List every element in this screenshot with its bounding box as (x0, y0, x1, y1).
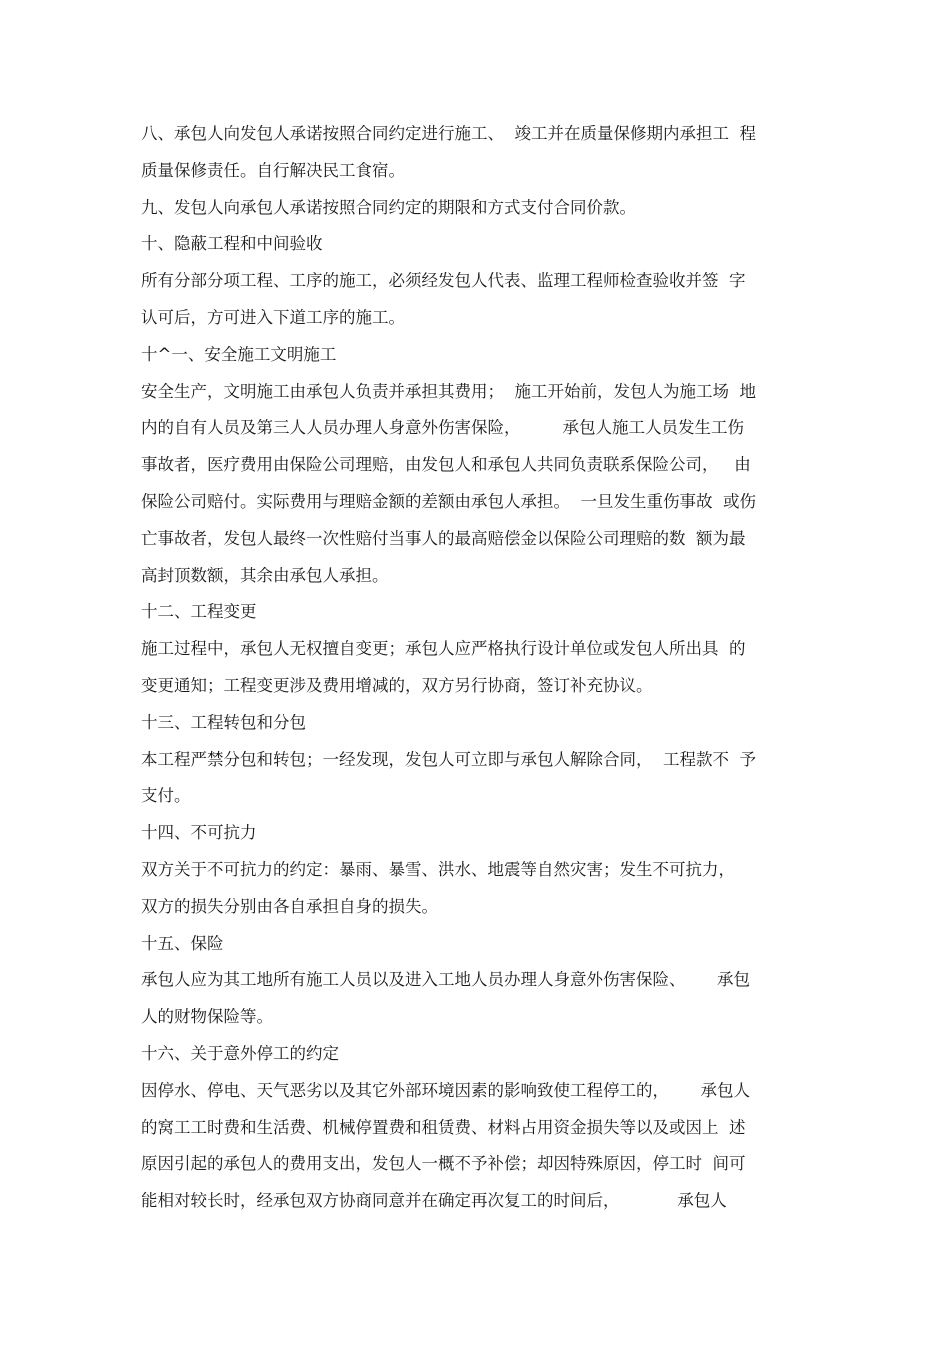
section-heading: 十六、关于意外停工的约定 (141, 1043, 339, 1063)
text-line: 安全生产，文明施工由承包人负责并承担其费用； 施工开始前，发包人为施工场 地 (141, 381, 756, 401)
section-heading: 十五、保险 (141, 933, 224, 953)
text-line: 认可后，方可进入下道工序的施工。 (141, 307, 405, 327)
text-line: 九、发包人向承包人承诺按照合同约定的期限和方式支付合同价款。 (141, 197, 636, 217)
text-line: 亡事故者，发包人最终一次性赔付当事人的最高赔偿金以保险公司理赔的数 额为最 (141, 528, 746, 548)
text-line: 高封顶数额，其余由承包人承担。 (141, 565, 389, 585)
section-heading: 十二、工程变更 (141, 602, 257, 622)
text-line: 保险公司赔付。实际费用与理赔金额的差额由承包人承担。 一旦发生重伤事故 或伤 (141, 491, 756, 511)
text-line: 支付。 (141, 786, 191, 806)
text-line: 人的财物保险等。 (141, 1007, 273, 1027)
text-line: 所有分部分项工程、工序的施工，必须经发包人代表、监理工程师检查验收并签 字 (141, 271, 746, 291)
text-line: 双方关于不可抗力的约定：暴雨、暴雪、洪水、地震等自然灾害；发生不可抗力， (141, 859, 735, 879)
section-heading: 十四、不可抗力 (141, 823, 257, 843)
text-line: 本工程严禁分包和转包；一经发现，发包人可立即与承包人解除合同， 工程款不 予 (141, 749, 756, 769)
text-line: 原因引起的承包人的费用支出，发包人一概不予补偿；却因特殊原因，停工时 间可 (141, 1154, 746, 1174)
document-body (141, 116, 811, 1220)
text-line: 施工过程中，承包人无权擅自变更；承包人应严格执行设计单位或发包人所出具 的 (141, 639, 746, 659)
text-line: 质量保修责任。自行解决民工食宿。 (141, 160, 405, 180)
section-heading: 十^一、安全施工文明施工 (141, 344, 337, 364)
text-line: 的窝工工时费和生活费、机械停置费和租赁费、材料占用资金损失等以及或因上 述 (141, 1117, 746, 1137)
section-heading: 十、隐蔽工程和中间验收 (141, 234, 323, 254)
text-line: 能相对较长时，经承包双方协商同意并在确定再次复工的时间后， 承包人 (141, 1191, 727, 1211)
text-line: 内的自有人员及第三人人员办理人身意外伤害保险， 承包人施工人员发生工伤 (141, 418, 744, 438)
text-line: 八、承包人向发包人承诺按照合同约定进行施工、 竣工并在质量保修期内承担工 程 (141, 124, 756, 143)
text-line: 双方的损失分别由各自承担自身的损失。 (141, 896, 438, 916)
text-line: 事故者，医疗费用由保险公司理赔，由发包人和承包人共同负责联系保险公司， 由 (141, 455, 751, 475)
text-line: 变更通知；工程变更涉及费用增减的，双方另行协商，签订补充协议。 (141, 675, 653, 695)
text-line: 因停水、停电、天气恶劣以及其它外部环境因素的影响致使工程停工的， 承包人 (141, 1080, 750, 1100)
section-heading: 十三、工程转包和分包 (141, 712, 306, 732)
text-line: 承包人应为其工地所有施工人员以及进入工地人员办理人身意外伤害保险、 承包 (141, 970, 750, 990)
